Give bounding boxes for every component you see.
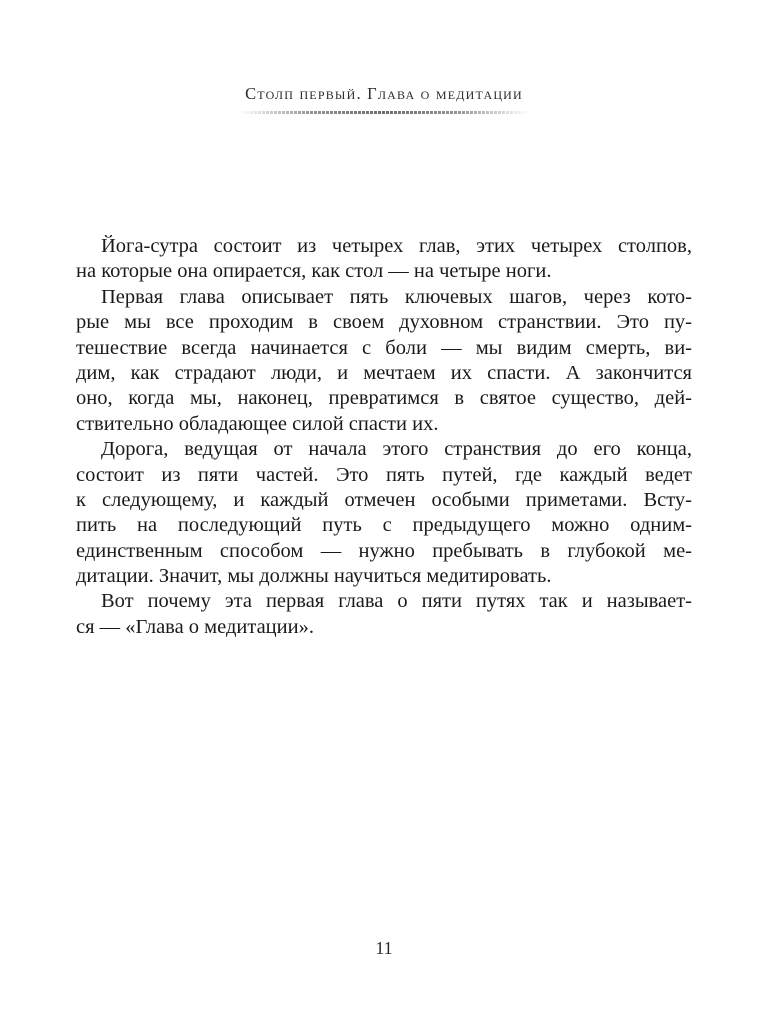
text-line: Первая глава описывает пять ключевых шагов, через кото- [101,285,692,308]
text-line: пить на последующий путь с предыдущего можно одним- [76,514,692,537]
text-line: дим, как страдают люди, и мечтаем их спасти. А закончится [76,361,692,384]
text-line: на которые она опирается, как стол — на четыре ноги. [76,260,552,283]
body-text [76,234,692,640]
page-number: 11 [375,938,393,958]
text-line: состоит из пяти частей. Это пять путей, где каждый ведет [76,463,692,486]
running-head: Столп первый. Глава о медитации [245,84,523,103]
header-divider [238,111,530,114]
text-line: к следующему, и каждый отмечен особыми приметами. Всту- [76,488,692,511]
text-line: Йога-сутра состоит из четырех глав, этих четырех столпов, [101,235,692,257]
text-line: дитации. Значит, мы должны научиться медитировать. [76,565,552,588]
text-line: рые мы все проходим в своем духовном странствии. Это пу- [76,311,692,334]
text-line: Вот почему эта первая глава о пяти путях так и называет- [101,590,692,613]
text-line: Дорога, ведущая от начала этого странствия до его конца, [101,438,692,461]
text-line: оно, когда мы, наконец, превратимся в святое существо, дей- [76,387,692,410]
text-line: ствительно обладающее силой спасти их. [76,412,439,435]
text-line: ся — «Глава о медитации». [76,615,314,638]
text-line: тешествие всегда начинается с боли — мы видим смерть, ви- [76,336,692,359]
text-line: единственным способом — нужно пребывать в глубокой ме- [76,539,692,562]
